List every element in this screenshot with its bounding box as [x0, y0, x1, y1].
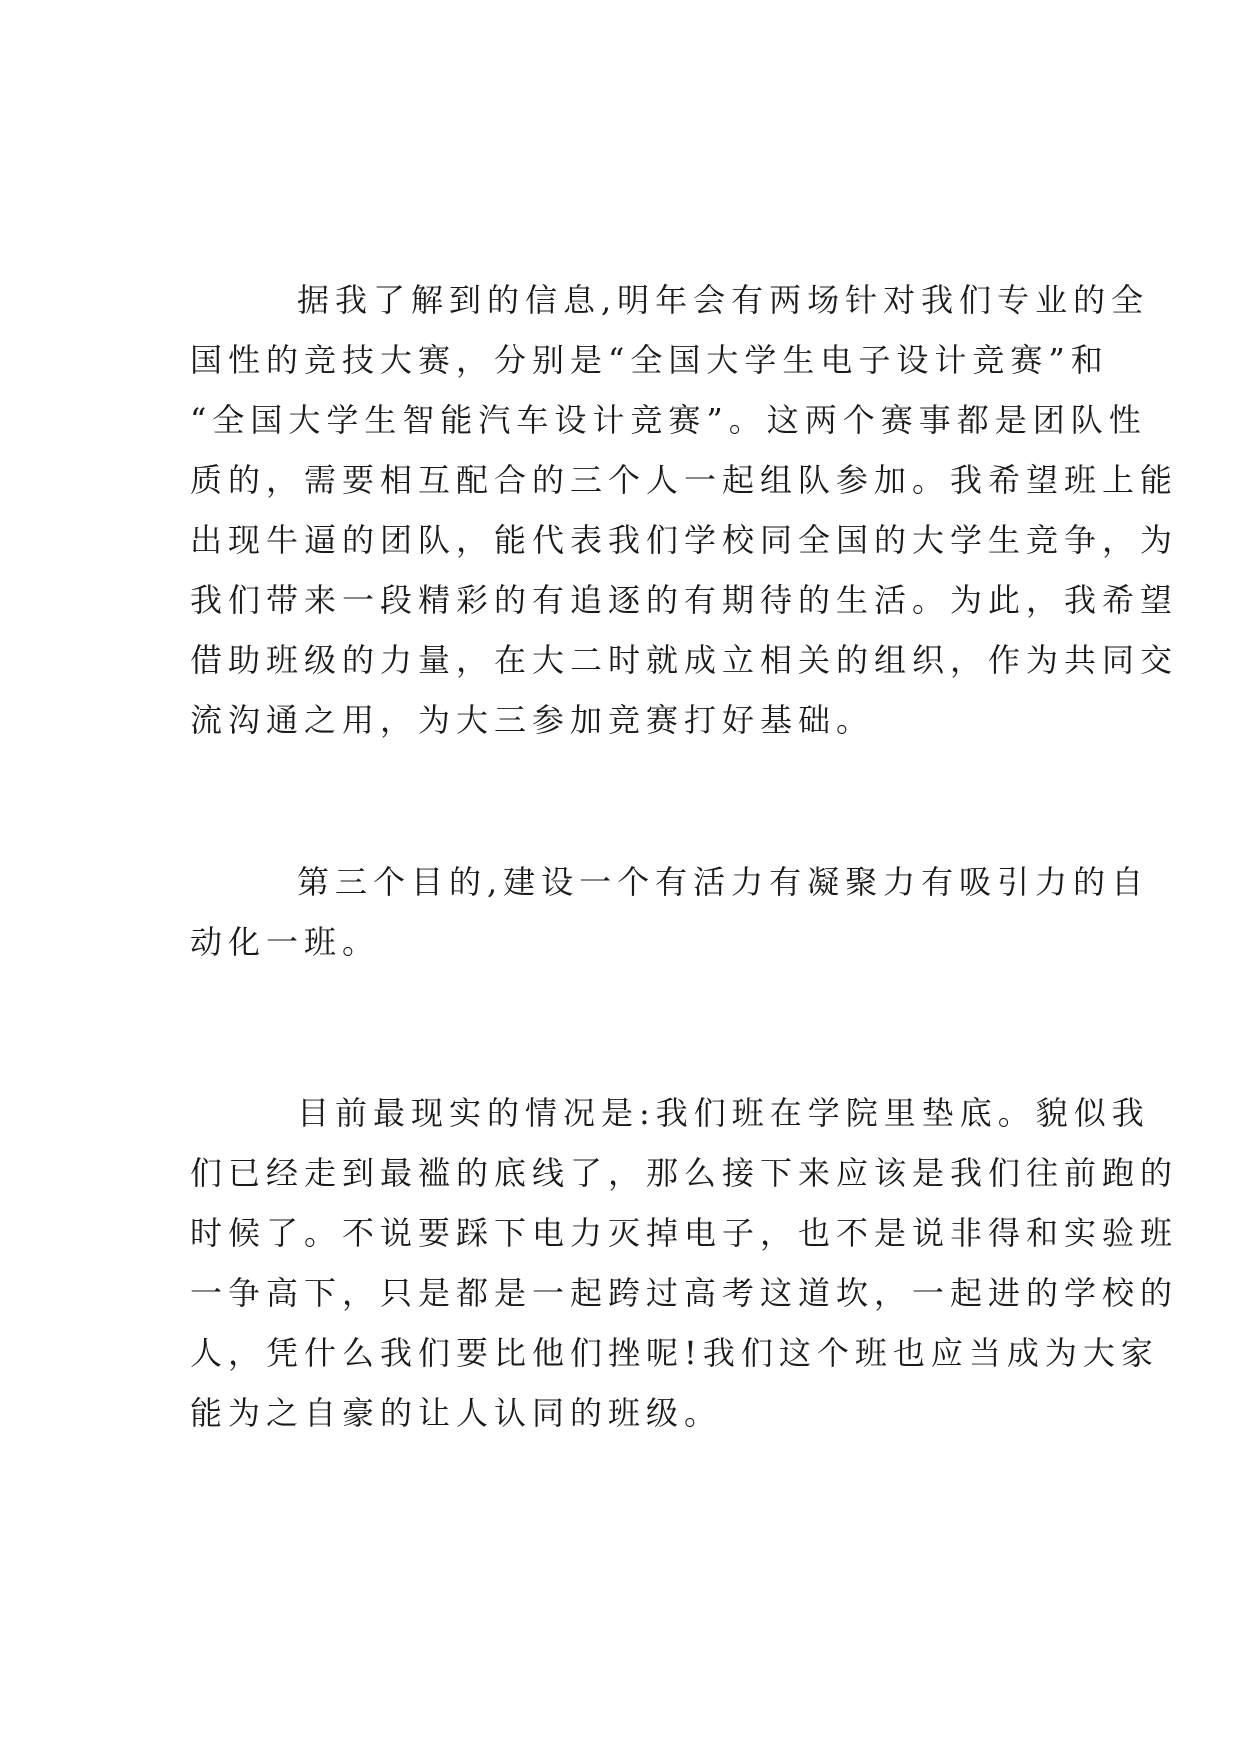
paragraph-line: 一争高下，只是都是一起跨过高考这道坎，一起进的学校的 [190, 1274, 1179, 1312]
paragraph-line: 动化一班。 [190, 923, 381, 961]
paragraph-line: 时候了。不说要踩下电力灭掉电子，也不是说非得和实验班 [190, 1214, 1179, 1252]
paragraph-line: “全国大学生智能汽车设计竞赛”。这两个赛事都是团队性 [190, 401, 1147, 439]
paragraph-line: 国性的竞技大赛，分别是“全国大学生电子设计竞赛”和 [190, 341, 1109, 379]
paragraph-line: 人，凭什么我们要比他们挫呢!我们这个班也应当成为大家 [190, 1334, 1159, 1372]
paragraph-line: 据我了解到的信息,明年会有两场针对我们专业的全 [297, 281, 1150, 319]
paragraph-line: 我们带来一段精彩的有追逐的有期待的生活。为此，我希望 [190, 581, 1179, 619]
paragraph-line: 第三个目的,建设一个有活力有凝聚力有吸引力的自 [297, 863, 1150, 901]
paragraph-line: 流沟通之用，为大三参加竞赛打好基础。 [190, 701, 875, 739]
paragraph-third-goal [190, 852, 1150, 972]
paragraph-line: 借助班级的力量，在大二时就成立相关的组织，作为共同交 [190, 641, 1179, 679]
paragraph-current-situation [190, 1083, 1179, 1443]
paragraph-line: 们已经走到最褴的底线了，那么接下来应该是我们往前跑的 [190, 1154, 1179, 1192]
paragraph-line: 质的，需要相互配合的三个人一起组队参加。我希望班上能 [190, 461, 1179, 499]
paragraph-line: 出现牛逼的团队，能代表我们学校同全国的大学生竞争，为 [190, 521, 1179, 559]
paragraph-line: 目前最现实的情况是:我们班在学院里垫底。貌似我 [297, 1094, 1150, 1132]
paragraph-line: 能为之自豪的让人认同的班级。 [190, 1394, 723, 1432]
paragraph-competitions [190, 270, 1179, 750]
